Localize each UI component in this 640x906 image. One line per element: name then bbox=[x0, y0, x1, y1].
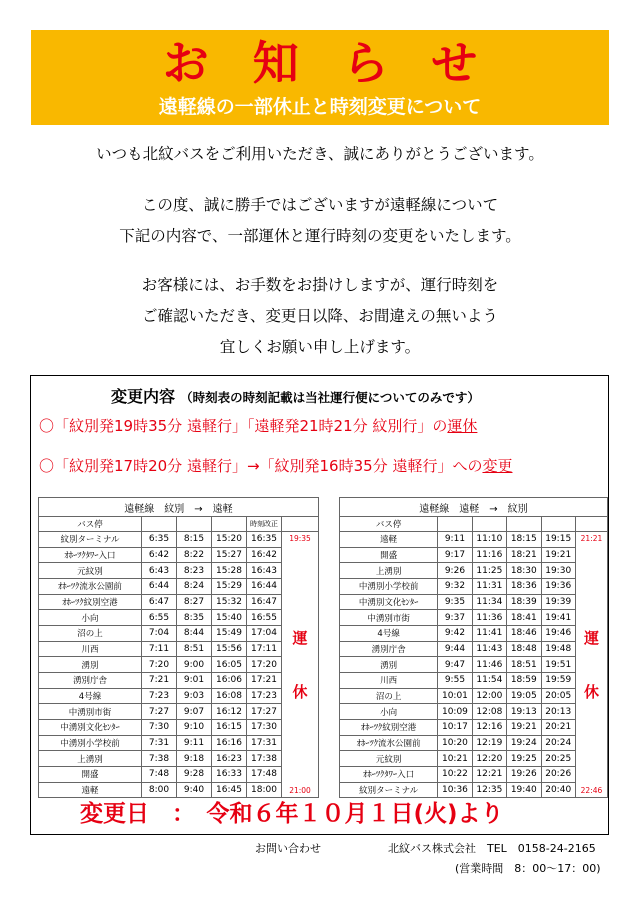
bus-stop-name: 中湧別文化ｾﾝﾀｰ bbox=[39, 719, 142, 735]
bus-stop-name: 開盛 bbox=[39, 766, 142, 782]
departure-time: 19:51 bbox=[541, 657, 575, 673]
timetable-row bbox=[39, 578, 319, 594]
departure-time: 20:40 bbox=[541, 782, 575, 798]
bus-stop-name: 中湧別文化ｾﾝﾀｰ bbox=[340, 594, 438, 610]
departure-time: 11:54 bbox=[472, 672, 506, 688]
departure-time: 9:01 bbox=[177, 672, 212, 688]
departure-time: 15:49 bbox=[212, 625, 247, 641]
timetable-row bbox=[340, 563, 608, 579]
departure-time: 16:47 bbox=[247, 594, 282, 610]
intro-p3-line2: ご確認いただき、変更日以降、お間違えの無いよう bbox=[142, 307, 498, 325]
departure-time: 9:18 bbox=[177, 751, 212, 767]
notice-subtitle: 遠軽線の一部休止と時刻変更について bbox=[158, 96, 482, 118]
effective-date: 変更日 ： 令和６年１０月１日(火)より bbox=[80, 801, 504, 827]
bus-stop-name: 湧別庁舎 bbox=[39, 672, 142, 688]
changes-heading: 変更内容 bbox=[111, 387, 176, 406]
departure-time: 16:23 bbox=[212, 751, 247, 767]
timetable-row bbox=[340, 657, 608, 673]
departure-time: 19:25 bbox=[507, 751, 541, 767]
timetable-row bbox=[39, 547, 319, 563]
departure-time: 15:32 bbox=[212, 594, 247, 610]
departure-time: 16:44 bbox=[247, 578, 282, 594]
timetable-row bbox=[340, 625, 608, 641]
departure-time: 15:56 bbox=[212, 641, 247, 657]
departure-time: 8:51 bbox=[177, 641, 212, 657]
timetable-row bbox=[340, 547, 608, 563]
departure-time: 18:46 bbox=[507, 625, 541, 641]
departure-time: 19:48 bbox=[541, 641, 575, 657]
departure-time: 8:27 bbox=[177, 594, 212, 610]
intro-paragraph-3 bbox=[0, 270, 640, 363]
change-item-2-text: 〇「紋別発17時20分 遠軽行」→「紋別発16時35分 遠軽行」への bbox=[39, 457, 483, 475]
departure-time: 9:42 bbox=[438, 625, 472, 641]
departure-time: 12:00 bbox=[472, 688, 506, 704]
timetable-row bbox=[340, 766, 608, 782]
departure-time: 20:05 bbox=[541, 688, 575, 704]
departure-time: 7:11 bbox=[142, 641, 177, 657]
bus-stop-name: 沼の上 bbox=[340, 688, 438, 704]
bus-stop-name: 開盛 bbox=[340, 547, 438, 563]
departure-time: 6:43 bbox=[142, 563, 177, 579]
departure-time: 11:34 bbox=[472, 594, 506, 610]
bus-stop-name: 4号線 bbox=[340, 625, 438, 641]
left-suspend-char-1: 運 bbox=[292, 629, 308, 648]
bus-stop-name: 川西 bbox=[39, 641, 142, 657]
bus-stop-name: 中湧別小学校前 bbox=[39, 735, 142, 751]
bus-stop-name: 上湧別 bbox=[340, 563, 438, 579]
notice-title: お知らせ bbox=[162, 36, 522, 90]
bus-stop-name: 湧別庁舎 bbox=[340, 641, 438, 657]
departure-time: 19:21 bbox=[507, 719, 541, 735]
right-suspended-column bbox=[575, 532, 607, 798]
intro-p3-line1: お客様には、お手数をお掛けしますが、運行時刻を bbox=[141, 276, 499, 294]
departure-time: 11:31 bbox=[472, 578, 506, 594]
departure-time: 9:37 bbox=[438, 610, 472, 626]
departure-time: 11:41 bbox=[472, 625, 506, 641]
departure-time: 17:21 bbox=[247, 672, 282, 688]
departure-time: 15:20 bbox=[212, 532, 247, 548]
timetable-row bbox=[340, 704, 608, 720]
right-suspend-char-2: 休 bbox=[583, 682, 599, 701]
timetable-row bbox=[39, 751, 319, 767]
departure-time: 16:42 bbox=[247, 547, 282, 563]
bus-stop-name: 遠軽 bbox=[340, 532, 438, 548]
timetable-row bbox=[340, 688, 608, 704]
departure-time: 6:47 bbox=[142, 594, 177, 610]
timetable-row bbox=[39, 735, 319, 751]
departure-time: 8:23 bbox=[177, 563, 212, 579]
timetable-row bbox=[39, 563, 319, 579]
bus-stop-name: 紋別ターミナル bbox=[39, 532, 142, 548]
departure-time: 17:38 bbox=[247, 751, 282, 767]
change-item-retime bbox=[39, 455, 512, 476]
departure-time: 16:33 bbox=[212, 766, 247, 782]
departure-time: 11:43 bbox=[472, 641, 506, 657]
departure-time: 9:26 bbox=[438, 563, 472, 579]
timetable-row bbox=[340, 610, 608, 626]
bus-stop-name: 4号線 bbox=[39, 688, 142, 704]
departure-time: 11:46 bbox=[472, 657, 506, 673]
bus-stop-name: 小向 bbox=[39, 610, 142, 626]
departure-time: 6:44 bbox=[142, 578, 177, 594]
departure-time: 18:00 bbox=[247, 782, 282, 798]
left-suspend-start-time: 19:35 bbox=[289, 534, 311, 543]
departure-time: 18:36 bbox=[507, 578, 541, 594]
departure-time: 10:01 bbox=[438, 688, 472, 704]
departure-time: 16:08 bbox=[212, 688, 247, 704]
bus-stop-name: 中湧別市街 bbox=[39, 704, 142, 720]
departure-time: 10:20 bbox=[438, 735, 472, 751]
departure-time: 12:08 bbox=[472, 704, 506, 720]
change-item-1-text: 〇「紋別発19時35分 遠軽行」「遠軽発21時21分 紋別行」の bbox=[39, 417, 448, 435]
intro-p2-line2: 下記の内容で、一部運休と運行時刻の変更をいたします。 bbox=[119, 227, 521, 245]
departure-time: 16:05 bbox=[212, 657, 247, 673]
right-suspend-start-time: 21:21 bbox=[580, 534, 603, 543]
timetable-row bbox=[340, 594, 608, 610]
right-stop-header: バス停 bbox=[340, 517, 438, 532]
left-suspend-char-2: 休 bbox=[292, 682, 308, 701]
intro-p2-line1: この度、誠に勝手ではございますが遠軽線について bbox=[141, 196, 499, 214]
departure-time: 19:30 bbox=[541, 563, 575, 579]
timetable-row bbox=[39, 594, 319, 610]
departure-time: 9:11 bbox=[177, 735, 212, 751]
timetable-row bbox=[39, 625, 319, 641]
timetable-row bbox=[39, 766, 319, 782]
departure-time: 9:40 bbox=[177, 782, 212, 798]
timetable-row bbox=[39, 719, 319, 735]
departure-time: 10:36 bbox=[438, 782, 472, 798]
bus-stop-name: 小向 bbox=[340, 704, 438, 720]
departure-time: 9:28 bbox=[177, 766, 212, 782]
timetable-row bbox=[39, 641, 319, 657]
left-suspend-end-time: 21:00 bbox=[289, 786, 311, 796]
right-suspend-end-time: 22:46 bbox=[580, 786, 603, 796]
departure-time: 19:24 bbox=[507, 735, 541, 751]
bus-stop-name: 湧別 bbox=[340, 657, 438, 673]
departure-time: 9:03 bbox=[177, 688, 212, 704]
contact-hours: (営業時間 8：00～17：00) bbox=[455, 862, 601, 875]
timetable-row bbox=[340, 578, 608, 594]
departure-time: 16:15 bbox=[212, 719, 247, 735]
intro-greeting: いつも北紋バスをご利用いただき、誠にありがとうございます。 bbox=[96, 145, 544, 163]
departure-time: 10:21 bbox=[438, 751, 472, 767]
bus-stop-name: 元紋別 bbox=[340, 751, 438, 767]
departure-time: 15:28 bbox=[212, 563, 247, 579]
departure-time: 19:26 bbox=[507, 766, 541, 782]
departure-time: 9:11 bbox=[438, 532, 472, 548]
departure-time: 7:38 bbox=[142, 751, 177, 767]
departure-time: 19:39 bbox=[541, 594, 575, 610]
departure-time: 19:40 bbox=[507, 782, 541, 798]
departure-time: 18:41 bbox=[507, 610, 541, 626]
bus-stop-name: ｵﾎｰﾂｸ紋別空港 bbox=[39, 594, 142, 610]
departure-time: 19:15 bbox=[541, 532, 575, 548]
departure-time: 12:35 bbox=[472, 782, 506, 798]
departure-time: 12:21 bbox=[472, 766, 506, 782]
departure-time: 16:12 bbox=[212, 704, 247, 720]
changes-note: （時刻表の時刻記載は当社運行便についてのみです） bbox=[180, 390, 480, 405]
left-stop-header: バス停 bbox=[39, 517, 142, 532]
timetable-row bbox=[39, 688, 319, 704]
bus-stop-name: 上湧別 bbox=[39, 751, 142, 767]
departure-time: 17:20 bbox=[247, 657, 282, 673]
departure-time: 8:35 bbox=[177, 610, 212, 626]
timetable-monbetsu-to-engaru bbox=[38, 497, 319, 798]
departure-time: 11:36 bbox=[472, 610, 506, 626]
departure-time: 15:40 bbox=[212, 610, 247, 626]
departure-time: 7:27 bbox=[142, 704, 177, 720]
timetable-row bbox=[39, 672, 319, 688]
departure-time: 7:31 bbox=[142, 735, 177, 751]
departure-time: 16:43 bbox=[247, 563, 282, 579]
departure-time: 16:16 bbox=[212, 735, 247, 751]
timetable-row bbox=[340, 751, 608, 767]
departure-time: 16:06 bbox=[212, 672, 247, 688]
departure-time: 19:13 bbox=[507, 704, 541, 720]
departure-time: 8:15 bbox=[177, 532, 212, 548]
departure-time: 9:35 bbox=[438, 594, 472, 610]
departure-time: 16:55 bbox=[247, 610, 282, 626]
timetable-row bbox=[340, 735, 608, 751]
departure-time: 18:15 bbox=[507, 532, 541, 548]
contact-company: 北紋バス株式会社 TEL 0158-24-2165 bbox=[388, 842, 596, 855]
departure-time: 9:10 bbox=[177, 719, 212, 735]
departure-time: 19:21 bbox=[541, 547, 575, 563]
departure-time: 18:51 bbox=[507, 657, 541, 673]
departure-time: 9:00 bbox=[177, 657, 212, 673]
timetable-row bbox=[39, 532, 319, 548]
departure-time: 6:42 bbox=[142, 547, 177, 563]
departure-time: 19:05 bbox=[507, 688, 541, 704]
departure-time: 9:55 bbox=[438, 672, 472, 688]
departure-time: 16:45 bbox=[212, 782, 247, 798]
timetable-row bbox=[39, 657, 319, 673]
departure-time: 20:24 bbox=[541, 735, 575, 751]
departure-time: 17:23 bbox=[247, 688, 282, 704]
departure-time: 20:25 bbox=[541, 751, 575, 767]
departure-time: 18:21 bbox=[507, 547, 541, 563]
right-table-title: 遠軽線 遠軽 → 紋別 bbox=[340, 498, 608, 517]
departure-time: 18:48 bbox=[507, 641, 541, 657]
intro-p3-line3: 宜しくお願い申し上げます。 bbox=[219, 338, 421, 356]
departure-time: 11:16 bbox=[472, 547, 506, 563]
timetable-row bbox=[340, 719, 608, 735]
departure-time: 9:47 bbox=[438, 657, 472, 673]
left-change-note: 時刻改正 bbox=[247, 517, 282, 532]
departure-time: 8:00 bbox=[142, 782, 177, 798]
bus-stop-name: 沼の上 bbox=[39, 625, 142, 641]
departure-time: 17:27 bbox=[247, 704, 282, 720]
bus-stop-name: ｵﾎｰﾂｸ流氷公園前 bbox=[39, 578, 142, 594]
departure-time: 7:48 bbox=[142, 766, 177, 782]
change-item-2-emphasis: 変更 bbox=[482, 457, 513, 475]
departure-time: 17:04 bbox=[247, 625, 282, 641]
bus-stop-name: ｵﾎｰﾂｸﾀﾜｰ入口 bbox=[39, 547, 142, 563]
departure-time: 12:16 bbox=[472, 719, 506, 735]
departure-time: 11:10 bbox=[472, 532, 506, 548]
departure-time: 20:21 bbox=[541, 719, 575, 735]
change-item-suspension bbox=[39, 415, 477, 436]
timetable-row bbox=[39, 704, 319, 720]
change-item-1-emphasis: 運休 bbox=[447, 417, 478, 435]
departure-time: 17:48 bbox=[247, 766, 282, 782]
departure-time: 7:30 bbox=[142, 719, 177, 735]
left-suspended-column bbox=[282, 532, 319, 798]
timetable-row bbox=[340, 641, 608, 657]
intro-greeting-block bbox=[0, 139, 640, 170]
departure-time: 8:24 bbox=[177, 578, 212, 594]
departure-time: 20:26 bbox=[541, 766, 575, 782]
departure-time: 6:55 bbox=[142, 610, 177, 626]
timetable-row bbox=[340, 532, 608, 548]
departure-time: 7:04 bbox=[142, 625, 177, 641]
departure-time: 11:25 bbox=[472, 563, 506, 579]
departure-time: 19:36 bbox=[541, 578, 575, 594]
left-table-title: 遠軽線 紋別 → 遠軽 bbox=[39, 498, 319, 517]
right-suspend-char-1: 運 bbox=[583, 629, 599, 648]
departure-time: 9:07 bbox=[177, 704, 212, 720]
bus-stop-name: 湧別 bbox=[39, 657, 142, 673]
departure-time: 9:44 bbox=[438, 641, 472, 657]
departure-time: 7:23 bbox=[142, 688, 177, 704]
changes-heading-row bbox=[111, 384, 480, 407]
timetable-row bbox=[340, 672, 608, 688]
changes-box bbox=[30, 375, 609, 835]
departure-time: 16:35 bbox=[247, 532, 282, 548]
notice-banner bbox=[31, 30, 609, 125]
departure-time: 8:22 bbox=[177, 547, 212, 563]
bus-stop-name: 紋別ターミナル bbox=[340, 782, 438, 798]
departure-time: 15:29 bbox=[212, 578, 247, 594]
departure-time: 7:20 bbox=[142, 657, 177, 673]
timetable-row bbox=[39, 610, 319, 626]
departure-time: 12:19 bbox=[472, 735, 506, 751]
departure-time: 18:59 bbox=[507, 672, 541, 688]
departure-time: 10:09 bbox=[438, 704, 472, 720]
bus-stop-name: ｵﾎｰﾂｸ流氷公園前 bbox=[340, 735, 438, 751]
departure-time: 17:11 bbox=[247, 641, 282, 657]
departure-time: 20:13 bbox=[541, 704, 575, 720]
bus-stop-name: 元紋別 bbox=[39, 563, 142, 579]
departure-time: 19:41 bbox=[541, 610, 575, 626]
departure-time: 10:17 bbox=[438, 719, 472, 735]
bus-stop-name: 中湧別小学校前 bbox=[340, 578, 438, 594]
departure-time: 10:22 bbox=[438, 766, 472, 782]
departure-time: 12:20 bbox=[472, 751, 506, 767]
departure-time: 15:27 bbox=[212, 547, 247, 563]
departure-time: 19:46 bbox=[541, 625, 575, 641]
departure-time: 8:44 bbox=[177, 625, 212, 641]
bus-stop-name: ｵﾎｰﾂｸﾀﾜｰ入口 bbox=[340, 766, 438, 782]
departure-time: 7:21 bbox=[142, 672, 177, 688]
departure-time: 17:30 bbox=[247, 719, 282, 735]
departure-time: 19:59 bbox=[541, 672, 575, 688]
departure-time: 9:32 bbox=[438, 578, 472, 594]
bus-stop-name: 川西 bbox=[340, 672, 438, 688]
departure-time: 9:17 bbox=[438, 547, 472, 563]
departure-time: 18:39 bbox=[507, 594, 541, 610]
bus-stop-name: ｵﾎｰﾂｸ紋別空港 bbox=[340, 719, 438, 735]
departure-time: 18:30 bbox=[507, 563, 541, 579]
departure-time: 17:31 bbox=[247, 735, 282, 751]
bus-stop-name: 遠軽 bbox=[39, 782, 142, 798]
timetable-engaru-to-monbetsu bbox=[339, 497, 608, 798]
departure-time: 6:35 bbox=[142, 532, 177, 548]
intro-paragraph-2 bbox=[0, 190, 640, 252]
contact-label: お問い合わせ bbox=[255, 842, 321, 855]
bus-stop-name: 中湧別市街 bbox=[340, 610, 438, 626]
